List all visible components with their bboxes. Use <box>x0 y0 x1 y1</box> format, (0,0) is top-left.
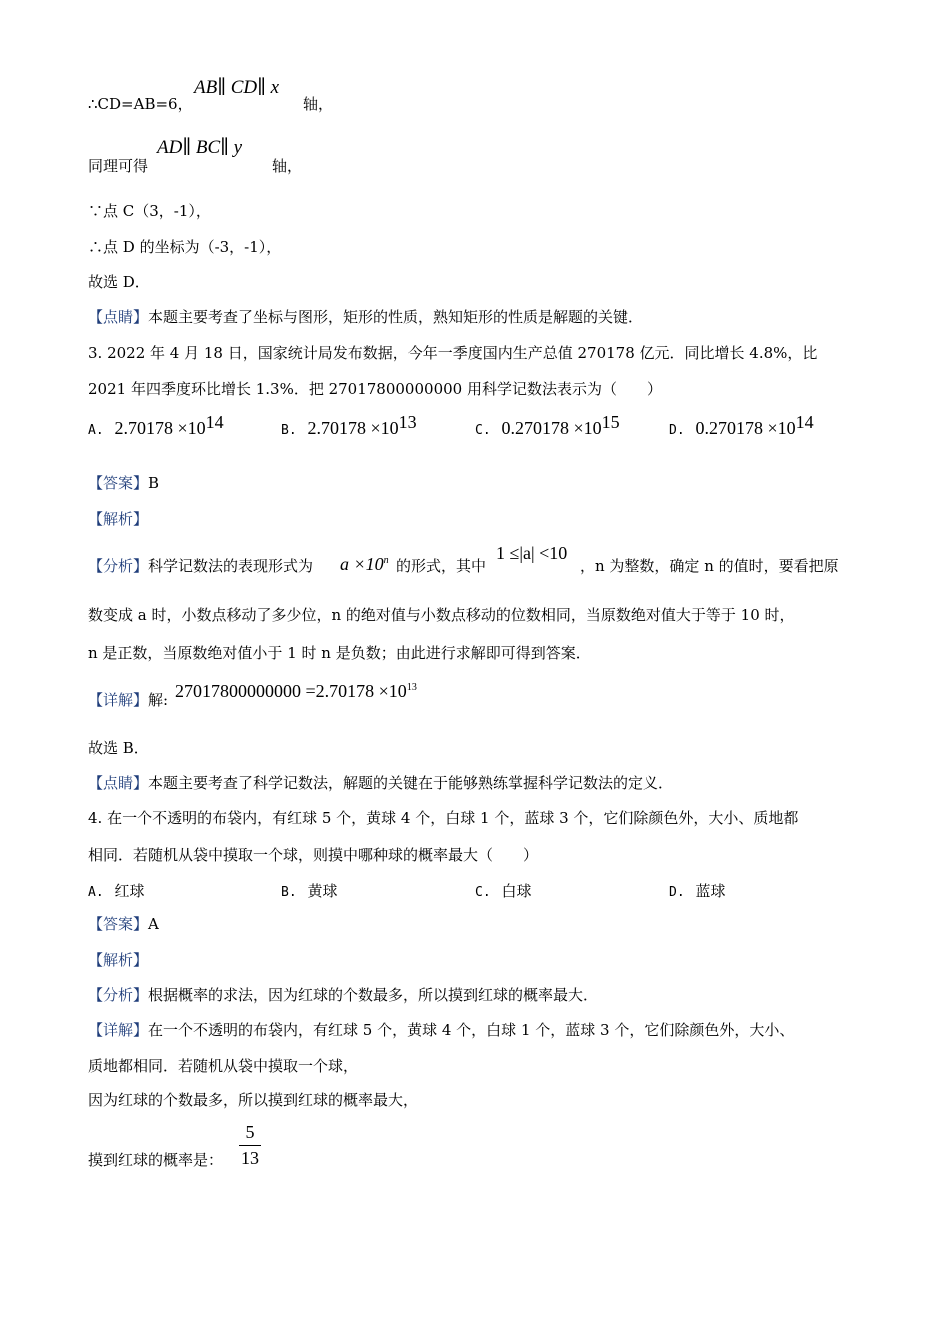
option-letter: C. <box>475 885 491 900</box>
option-letter: A. <box>88 423 104 438</box>
q3-option-a <box>88 412 224 439</box>
q4-option-c <box>475 880 531 901</box>
fenxi-text-a: 科学记数法的表现形式为 <box>148 557 314 575</box>
option-mantissa: 0.270178 ×10 <box>695 418 796 438</box>
tag-dianjing: 【点睛】 <box>88 308 149 326</box>
q3-stem-line1: 3. 2022 年 4 月 18 日，国家统计局发布数据，今年一季度国内生产总值 270178 亿元．同比增长 4.8%，比 <box>88 344 818 362</box>
q4-fenxi <box>88 985 598 1005</box>
q4-option-b <box>281 880 337 901</box>
text-point-c: ∵点 C（3，-1）， <box>88 202 211 220</box>
text-axis-y: 轴， <box>272 157 303 175</box>
fraction-denominator: 13 <box>241 1148 259 1168</box>
q3-stem-line2: 2021 年四季度环比增长 1.3%．把 27017800000000 用科学记数法表示为（ ） <box>88 380 662 398</box>
math-parallel-x: AB∥ CD∥ x <box>194 77 280 98</box>
q3-jiexi: 【解析】 <box>88 510 149 528</box>
option-letter: B. <box>281 423 297 438</box>
q4-xiangjie <box>88 1020 794 1040</box>
option-exponent: 14 <box>205 412 224 432</box>
answer-value: A <box>148 915 159 933</box>
tag-fenxi: 【分析】 <box>88 557 149 575</box>
q3-answer <box>88 473 159 493</box>
q4-because: 因为红球的个数最多，所以摸到红球的概率最大， <box>88 1091 419 1109</box>
option-text: 黄球 <box>307 882 338 900</box>
text-cd-eq-ab: ∴CD=AB=6， <box>88 95 193 113</box>
math-parallel-y: AD∥ BC∥ y <box>157 137 243 158</box>
q4-stem-line1: 4. 在一个不透明的布袋内，有红球 5 个，黄球 4 个，白球 1 个，蓝球 3 个，它们除颜色外，大小、质地都 <box>88 809 799 827</box>
text-point-d: ∴点 D 的坐标为（-3，-1）， <box>88 238 282 256</box>
q3-option-c <box>475 412 620 439</box>
option-text: 白球 <box>501 882 532 900</box>
option-exponent: 14 <box>795 412 814 432</box>
tag-fenxi: 【分析】 <box>88 986 149 1004</box>
answer-value: B <box>148 474 160 492</box>
q3-fenxi-line3: n 是正数，当原数绝对值小于 1 时 n 是负数；由此进行求解即可得到答案． <box>88 644 591 662</box>
fenxi-text: 根据概率的求法，因为红球的个数最多，所以摸到红球的概率最大． <box>148 986 599 1004</box>
q4-prob-text: 摸到红球的概率是： <box>88 1151 224 1169</box>
option-exponent: 13 <box>398 412 417 432</box>
q3-xiangjie <box>88 690 168 710</box>
tag-xiangjie: 【详解】 <box>88 1021 149 1039</box>
q3-choose-b: 故选 B． <box>88 739 149 757</box>
fraction-5-13 <box>237 1122 263 1169</box>
q3-fenxi-line2: 数变成 a 时，小数点移动了多少位，n 的绝对值与小数点移动的位数相同，当原数绝对值大于等于 10 时， <box>88 606 795 624</box>
option-text: 红球 <box>114 882 145 900</box>
q4-stem-line2: 相同．若随机从袋中摸取一个球，则摸中哪种球的概率最大（ ） <box>88 846 539 864</box>
option-letter: A. <box>88 885 104 900</box>
math-expr: 27017800000000 =2.70178 ×10 <box>175 681 407 701</box>
option-mantissa: 0.270178 ×10 <box>501 418 602 438</box>
math-sup: 13 <box>406 682 417 693</box>
math-inequality: 1 ≤|a| <10 <box>496 543 568 563</box>
option-letter: C. <box>475 423 491 438</box>
q3-fenxi-line1 <box>88 556 313 576</box>
dianjing-text: 本题主要考查了科学记数法，解题的关键在于能够熟练掌握科学记数法的定义． <box>148 774 674 792</box>
math-expr: a ×10 <box>340 554 384 574</box>
dianjing-1 <box>88 307 643 327</box>
math-a-times-10n <box>340 551 389 574</box>
fraction-bar <box>239 1145 261 1146</box>
tag-dianjing: 【点睛】 <box>88 774 149 792</box>
text-axis-x: 轴， <box>303 95 334 113</box>
q4-answer <box>88 914 159 934</box>
tag-xiangjie: 【详解】 <box>88 691 149 709</box>
fraction-numerator: 5 <box>245 1122 255 1142</box>
option-letter: D. <box>669 885 685 900</box>
option-letter: B. <box>281 885 297 900</box>
q3-option-d <box>669 412 814 439</box>
text-choose-d: 故选 D． <box>88 273 150 291</box>
q4-option-d <box>669 880 725 901</box>
q4-xiangjie-line2: 质地都相同．若随机从袋中摸取一个球， <box>88 1057 359 1075</box>
option-mantissa: 2.70178 ×10 <box>114 418 206 438</box>
text-similarly: 同理可得 <box>88 157 149 175</box>
tag-answer: 【答案】 <box>88 915 149 933</box>
xiangjie-text: 解: <box>148 691 169 709</box>
fenxi-text-c: ，n 为整数，确定 n 的值时，要看把原 <box>580 557 839 575</box>
math-sci-notation <box>175 678 417 701</box>
option-letter: D. <box>669 423 685 438</box>
q4-jiexi: 【解析】 <box>88 951 149 969</box>
math-sup: n <box>383 555 389 566</box>
xiangjie-text: 在一个不透明的布袋内，有红球 5 个，黄球 4 个，白球 1 个，蓝球 3 个，它们除颜色外，大小、 <box>148 1021 795 1039</box>
solution-line-cd-ab <box>88 94 193 114</box>
tag-answer: 【答案】 <box>88 474 149 492</box>
q4-option-a <box>88 880 144 901</box>
dianjing-text: 本题主要考查了坐标与图形，矩形的性质，熟知矩形的性质是解题的关键． <box>148 308 644 326</box>
option-text: 蓝球 <box>695 882 726 900</box>
q3-dianjing <box>88 773 673 793</box>
option-exponent: 15 <box>601 412 620 432</box>
q3-option-b <box>281 412 417 439</box>
fenxi-text-b: 的形式，其中 <box>396 557 487 575</box>
option-mantissa: 2.70178 ×10 <box>307 418 399 438</box>
